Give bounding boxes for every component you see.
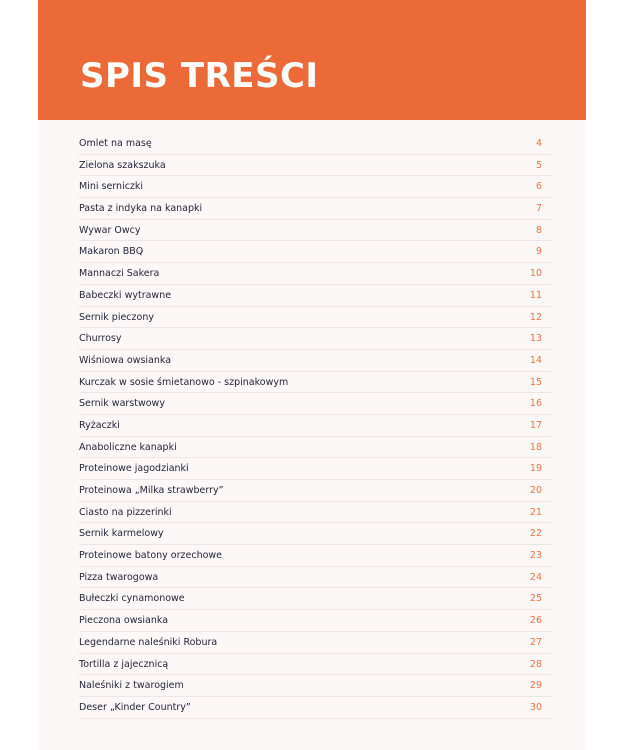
toc-entry-page-number: 29 [529, 680, 542, 692]
toc-entry-title: Proteinowa „Milka strawberry” [79, 485, 224, 496]
toc-entry-page-number: 30 [529, 701, 542, 713]
toc-entry-title: Ryżaczki [79, 419, 120, 431]
toc-entry-title: Kurczak w sosie śmietanowo - szpinakowym [79, 376, 289, 388]
toc-entry-title: Ciasto na pizzerinki [79, 506, 172, 518]
toc-entry-page-number: 4 [535, 138, 542, 149]
toc-entry-page-number: 7 [535, 203, 542, 215]
toc-entry-title: Mannaczi Sakera [79, 268, 160, 280]
toc-entry-title: Mini serniczki [79, 181, 144, 193]
toc-entry[interactable] [79, 285, 551, 307]
toc-entry-page-number: 5 [535, 159, 542, 171]
toc-entry-page-number: 6 [535, 181, 542, 193]
toc-entry-page-number: 14 [529, 354, 542, 366]
toc-entry[interactable] [79, 654, 551, 676]
toc-entry[interactable] [79, 697, 551, 719]
toc-entry-page-number: 25 [529, 593, 542, 605]
toc-entry-page-number: 15 [529, 376, 542, 388]
toc-entry-title: Wiśniowa owsianka [79, 354, 172, 366]
toc-entry-page-number: 26 [529, 615, 542, 627]
toc-entry-page-number: 17 [529, 419, 542, 431]
header-banner [38, 0, 586, 120]
toc-entry[interactable] [79, 263, 551, 285]
toc-entry-title: Sernik warstwowy [79, 398, 165, 410]
toc-entry-title: Proteinowe batony orzechowe [79, 550, 223, 562]
toc-entry-page-number: 9 [535, 246, 542, 258]
toc-entry-title: Pieczona owsianka [79, 615, 169, 627]
toc-entry-page-number: 20 [529, 485, 542, 496]
toc-entry[interactable] [79, 155, 551, 177]
toc-entry-title: Churrosy [79, 333, 122, 345]
toc-entry-title: Sernik karmelowy [79, 528, 164, 540]
toc-entry[interactable] [79, 545, 551, 567]
toc-entry-title: Zielona szakszuka [79, 159, 166, 171]
toc-entry[interactable] [79, 393, 551, 415]
toc-entry-title: Bułeczki cynamonowe [79, 593, 185, 605]
toc-entry[interactable] [79, 458, 551, 480]
toc-entry-page-number: 18 [529, 441, 542, 453]
toc-entry-page-number: 28 [529, 658, 542, 670]
toc-entry-page-number: 24 [529, 571, 542, 583]
toc-entry-title: Anaboliczne kanapki [79, 441, 177, 453]
toc-entry-page-number: 21 [529, 506, 542, 518]
toc-entry[interactable] [79, 176, 551, 198]
toc-entry-title: Naleśniki z twarogiem [79, 680, 184, 692]
toc-entry-title: Proteinowe jagodzianki [79, 463, 189, 475]
toc-entry-page-number: 16 [529, 398, 542, 410]
toc-entry-title: Makaron BBQ [79, 246, 144, 258]
toc-entry-page-number: 22 [529, 528, 542, 540]
toc-entry[interactable] [79, 133, 551, 155]
toc-entry[interactable] [79, 588, 551, 610]
toc-entry-page-number: 27 [529, 636, 542, 648]
toc-entry-page-number: 8 [535, 224, 542, 236]
toc-entry[interactable] [79, 610, 551, 632]
table-of-contents [79, 133, 551, 719]
toc-entry[interactable] [79, 372, 551, 394]
toc-entry-page-number: 23 [529, 550, 542, 562]
toc-entry[interactable] [79, 415, 551, 437]
toc-entry[interactable] [79, 328, 551, 350]
toc-entry-page-number: 12 [529, 311, 542, 323]
toc-entry[interactable] [79, 241, 551, 263]
toc-entry-title: Omlet na masę [79, 138, 152, 149]
toc-entry-title: Sernik pieczony [79, 311, 154, 323]
toc-entry-title: Deser „Kinder Country” [79, 701, 191, 713]
toc-entry[interactable] [79, 437, 551, 459]
toc-entry-title: Pizza twarogowa [79, 571, 159, 583]
toc-entry-page-number: 19 [529, 463, 542, 475]
toc-entry-page-number: 13 [529, 333, 542, 345]
toc-entry[interactable] [79, 523, 551, 545]
toc-entry-title: Babeczki wytrawne [79, 289, 172, 301]
toc-entry-title: Wywar Owcy [79, 224, 141, 236]
toc-entry[interactable] [79, 198, 551, 220]
toc-entry-title: Legendarne naleśniki Robura [79, 636, 218, 648]
toc-entry-title: Tortilla z jajecznicą [79, 658, 169, 670]
toc-entry-title: Pasta z indyka na kanapki [79, 203, 203, 215]
toc-entry[interactable] [79, 307, 551, 329]
toc-entry-page-number: 10 [529, 268, 542, 280]
toc-entry[interactable] [79, 350, 551, 372]
toc-entry[interactable] [79, 567, 551, 589]
page-title: SPIS TREŚCI [80, 56, 319, 96]
toc-entry[interactable] [79, 502, 551, 524]
toc-entry-page-number: 11 [529, 289, 542, 301]
toc-entry[interactable] [79, 675, 551, 697]
toc-entry[interactable] [79, 220, 551, 242]
toc-entry[interactable] [79, 632, 551, 654]
toc-entry[interactable] [79, 480, 551, 502]
document-page [38, 0, 586, 750]
